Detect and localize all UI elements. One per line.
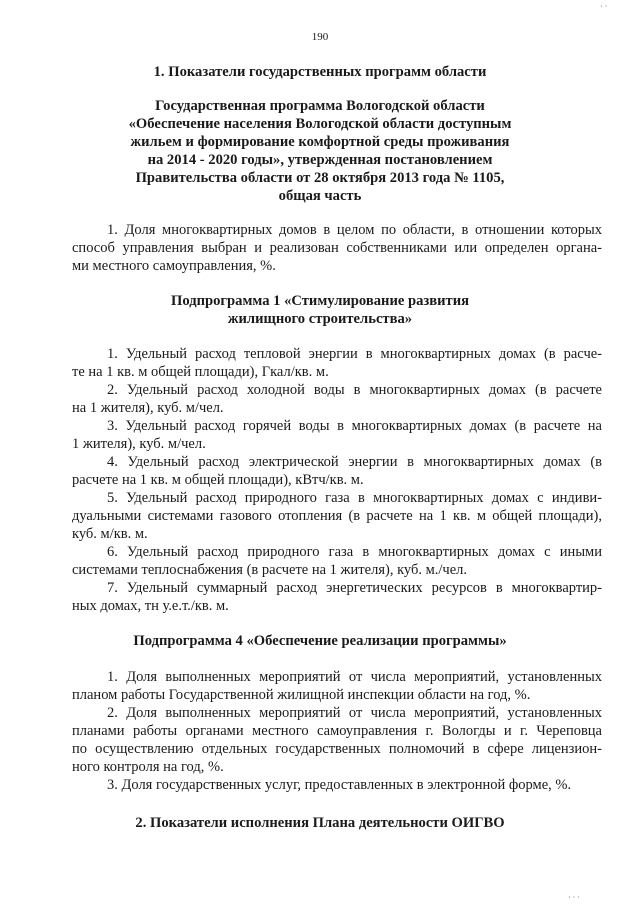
- program-title-line: «Обеспечение населения Вологодской области доступным: [128, 116, 512, 132]
- subprogram1-item-line: 1. Удельный расход тепловой энергии в многоквартирных домах (в расче-: [107, 346, 602, 362]
- general-item-line: 1. Доля многоквартирных домов в целом по области, в отношении которых: [107, 222, 602, 238]
- subprogram1-item-line: куб. м/кв. м.: [72, 526, 148, 542]
- subprogram1-item-line: 1 жителя), куб. м/чел.: [72, 436, 206, 452]
- section1-heading: 1. Показатели государственных программ области: [153, 64, 487, 80]
- scan-mark: · ·: [600, 2, 608, 11]
- section2-heading: 2. Показатели исполнения Плана деятельности ОИГВО: [135, 815, 505, 831]
- program-title-line: общая часть: [278, 188, 362, 204]
- program-title-line: Государственная программа Вологодской области: [155, 98, 485, 114]
- subprogram1-item-line: ных домах, тн у.е.т./кв. м.: [72, 598, 229, 614]
- subprogram1-item-line: расчете на 1 кв. м общей площади), кВтч/кв. м.: [72, 472, 364, 488]
- subprogram4-item-line: 1. Доля выполненных мероприятий от числа мероприятий, установленных: [107, 669, 602, 685]
- subprogram1-item-line: системами теплоснабжения (в расчете на 1 жителя), куб. м./чел.: [72, 562, 468, 578]
- subprogram4-item-line: 3. Доля государственных услуг, предоставленных в электронной форме, %.: [107, 777, 572, 793]
- subprogram1-item-line: 3. Удельный расход горячей воды в многоквартирных домах (в расчете на: [107, 418, 602, 434]
- scan-mark: · · ·: [568, 893, 580, 902]
- page-number: 190: [311, 31, 329, 43]
- subprogram1-heading: жилищного строительства»: [227, 311, 413, 327]
- general-item-line: ми местного самоуправления, %.: [72, 258, 276, 274]
- general-item-line: способ управления выбран и реализован собственниками или определен органа-: [72, 240, 602, 256]
- subprogram1-heading: Подпрограмма 1 «Стимулирование развития: [170, 293, 470, 309]
- subprogram4-heading: Подпрограмма 4 «Обеспечение реализации программы»: [133, 633, 507, 649]
- subprogram1-item-line: 2. Удельный расход холодной воды в многоквартирных домах (в расчете: [107, 382, 602, 398]
- program-title-line: на 2014 - 2020 годы», утвержденная постановлением: [147, 152, 493, 168]
- subprogram4-item-line: планом работы Государственной жилищной инспекции области на год, %.: [72, 687, 531, 703]
- subprogram4-item-line: 2. Доля выполненных мероприятий от числа мероприятий, установленных: [107, 705, 602, 721]
- subprogram1-item-line: 4. Удельный расход электрической энергии в многоквартирных домах (в: [107, 454, 602, 470]
- program-title-line: Правительства области от 28 октября 2013 года № 1105,: [135, 170, 505, 186]
- subprogram1-item-line: 7. Удельный суммарный расход энергетических ресурсов в многоквартир-: [107, 580, 602, 596]
- subprogram1-item-line: 5. Удельный расход природного газа в многоквартирных домах с индиви-: [107, 490, 602, 506]
- subprogram1-item-line: на 1 жителя), куб. м/чел.: [72, 400, 224, 416]
- subprogram4-item-line: ного контроля на год, %.: [72, 759, 224, 775]
- subprogram4-item-line: по осуществлению отдельных государственных полномочий в сфере лицензион-: [72, 741, 602, 757]
- subprogram1-item-line: 6. Удельный расход природного газа в многоквартирных домах с иными: [107, 544, 602, 560]
- subprogram4-item-line: планами работы органами местного самоуправления г. Вологды и г. Череповца: [72, 723, 602, 739]
- subprogram1-item-line: те на 1 кв. м общей площади), Гкал/кв. м.: [72, 364, 329, 380]
- subprogram1-item-line: дуальными системами газового отопления (в расчете на 1 кв. м общей площади),: [72, 508, 602, 524]
- program-title-line: жильем и формирование комфортной среды проживания: [130, 134, 510, 150]
